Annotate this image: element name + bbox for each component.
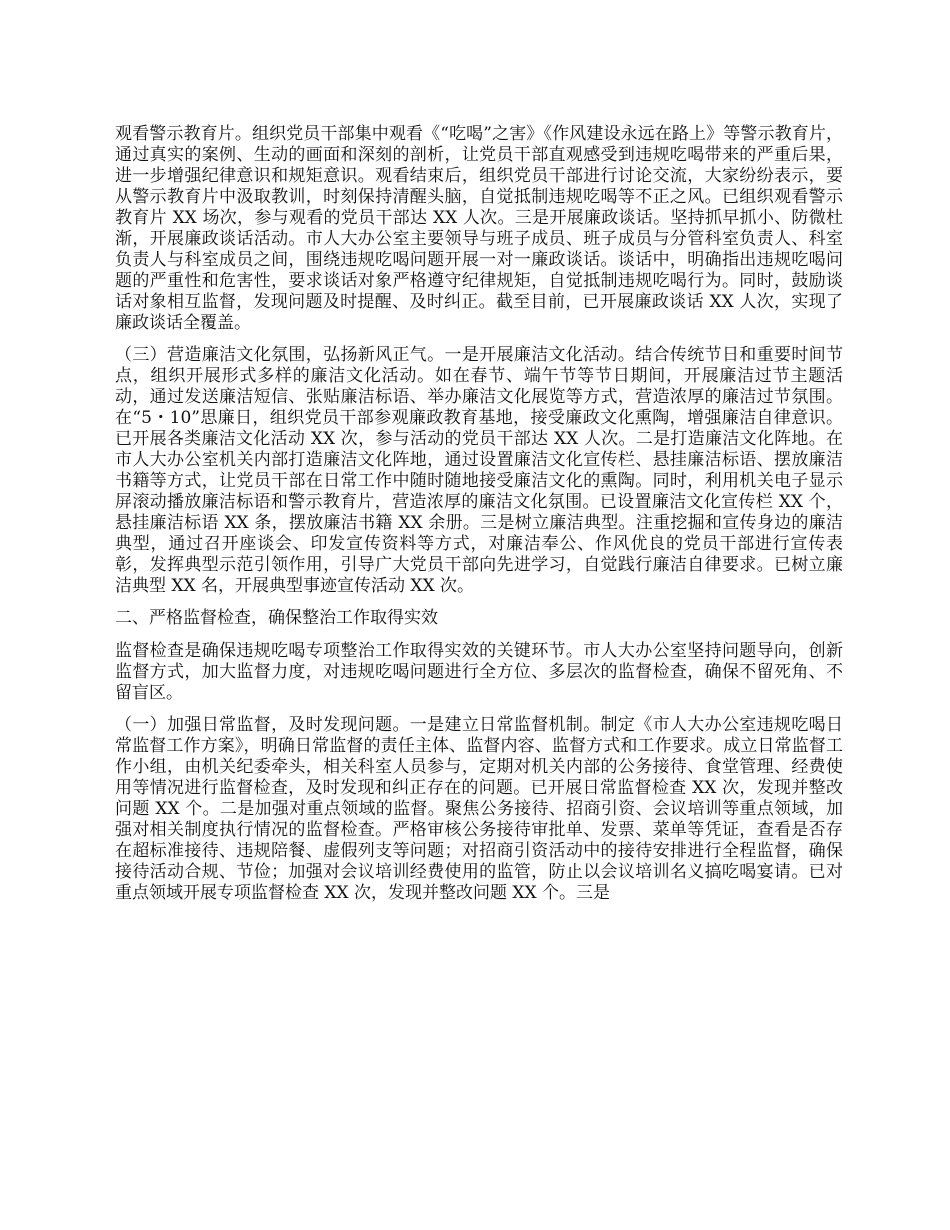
paragraph-integrity-culture: （三）营造廉洁文化氛围，弘扬新风正气。一是开展廉洁文化活动。结合传统节日和重要时间节点，组织开展形式多样的廉洁文化活动。如在春节、端午节等节日期间，开展廉洁过节主题活动，通过发送廉洁短信、张贴廉洁标语、举办廉洁文化展览等方式，营造浓厚的廉洁过节氛围。在“5・10”思廉日，组织党员干部参观廉政教育基地，接受廉政文化熏陶，增强廉洁自律意识。已开展各类廉洁文化活动 XX 次，参与活动的党员干部达 XX 人次。二是打造廉洁文化阵地。在市人大办公室机关内部打造廉洁文化阵地，通过设置廉洁文化宣传栏、悬挂廉洁标语、摆放廉洁书籍等方式，让党员干部在日常工作中随时随地接受廉洁文化的熏陶。同时，利用机关电子显示屏滚动播放廉洁标语和警示教育片，营造浓厚的廉洁文化氛围。已设置廉洁文化宣传栏 XX 个，悬挂廉洁标语 XX 条，摆放廉洁书籍 XX 余册。三是树立廉洁典型。注重挖掘和宣传身边的廉洁典型，通过召开座谈会、印发宣传资料等方式，对廉洁奉公、作风优良的党员干部进行宣传表彰，发挥典型示范引领作用，引导广大党员干部向先进学习，自觉践行廉洁自律要求。已树立廉洁典型 XX 名，开展典型事迹宣传活动 XX 次。: [115, 345, 843, 596]
paragraph-daily-supervision: （一）加强日常监督，及时发现问题。一是建立日常监督机制。制定《市人大办公室违规吃喝日常监督工作方案》，明确日常监督的责任主体、监督内容、监督方式和工作要求。成立日常监督工作小组，由机关纪委牵头，相关科室人员参与，定期对机关内部的公务接待、食堂管理、经费使用等情况进行监督检查，及时发现和纠正存在的问题。已开展日常监督检查 XX 次，发现并整改问题 XX 个。二是加强对重点领域的监督。聚焦公务接待、招商引资、会议培训等重点领域，加强对相关制度执行情况的监督检查。严格审核公务接待审批单、发票、菜单等凭证，查看是否存在超标准接待、违规陪餐、虚假列支等问题；对招商引资活动中的接待安排进行全程监督，确保接待活动合规、节俭；加强对会议培训经费使用的监管，防止以会议培训名义搞吃喝宴请。已对重点领域开展专项监督检查 XX 次，发现并整改问题 XX 个。三是: [115, 715, 843, 903]
document-body: [115, 124, 843, 915]
paragraph-supervision-intro: 监督检查是确保违规吃喝专项整治工作取得实效的关键环节。市人大办公室坚持问题导向，创新监督方式，加大监督力度，对违规吃喝问题进行全方位、多层次的监督检查，确保不留死角、不留盲区。: [115, 641, 843, 703]
paragraph-warning-education: 观看警示教育片。组织党员干部集中观看《“吃喝”之害》《作风建设永远在路上》等警示教育片，通过真实的案例、生动的画面和深刻的剖析，让党员干部直观感受到违规吃喝带来的严重后果，进一步增强纪律意识和规矩意识。观看结束后，组织党员干部进行讨论交流，大家纷纷表示，要从警示教育片中汲取教训，时刻保持清醒头脑，自觉抵制违规吃喝等不正之风。已组织观看警示教育片 XX 场次，参与观看的党员干部达 XX 人次。三是开展廉政谈话。坚持抓早抓小、防微杜渐，开展廉政谈话活动。市人大办公室主要领导与班子成员、班子成员与分管科室负责人、科室负责人与科室成员之间，围绕违规吃喝问题开展一对一廉政谈话。谈话中，明确指出违规吃喝问题的严重性和危害性，要求谈话对象严格遵守纪律规矩，自觉抵制违规吃喝行为。同时，鼓励谈话对象相互监督，发现问题及时提醒、及时纠正。截至目前，已开展廉政谈话 XX 人次，实现了廉政谈话全覆盖。: [115, 124, 843, 333]
section-heading-supervision: 二、严格监督检查，确保整治工作取得实效: [115, 608, 438, 628]
